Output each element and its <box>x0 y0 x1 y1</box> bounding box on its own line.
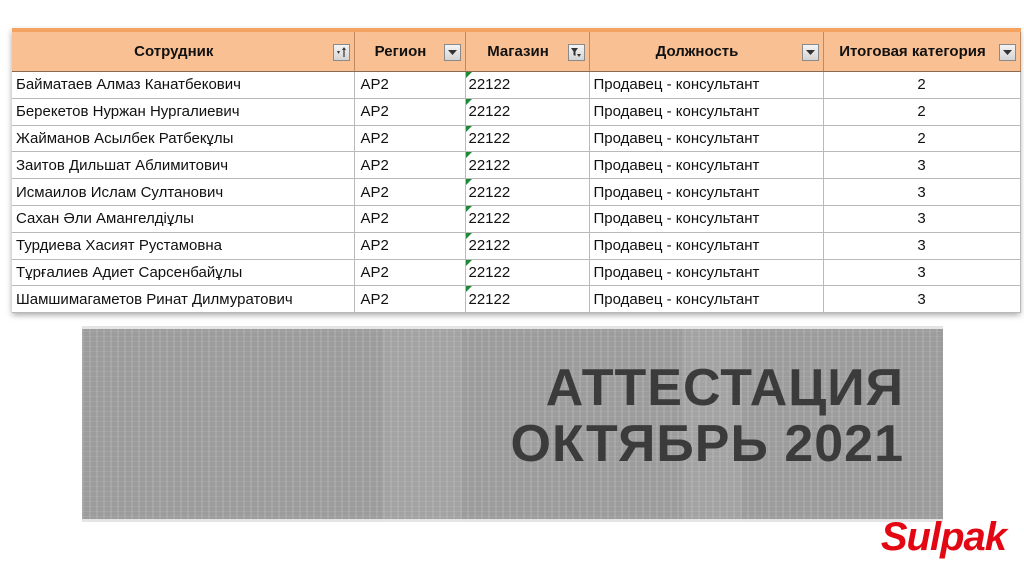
cell-region[interactable]: АР2 <box>354 286 465 313</box>
column-header-region <box>354 30 465 72</box>
cell-store[interactable]: 22122 <box>465 205 589 232</box>
cell-final-category[interactable]: 3 <box>823 232 1020 259</box>
column-header-employee <box>12 30 354 72</box>
cell-store[interactable]: 22122 <box>465 286 589 313</box>
cell-region[interactable]: АР2 <box>354 125 465 152</box>
title-line-date: ОКТЯБРЬ 2021 <box>510 415 904 473</box>
table-row[interactable] <box>12 98 1020 125</box>
cell-employee[interactable]: Заитов Дильшат Аблимитович <box>12 152 354 179</box>
spreadsheet-table-card <box>12 28 1020 312</box>
cell-store[interactable]: 22122 <box>465 125 589 152</box>
panel-top-stripe <box>82 326 943 329</box>
sulpak-logo: Sulpak <box>880 515 1006 559</box>
cell-final-category[interactable]: 3 <box>823 259 1020 286</box>
column-header-store <box>465 30 589 72</box>
column-header-label: Магазин <box>487 43 549 60</box>
cell-final-category[interactable]: 2 <box>823 72 1020 99</box>
column-header-label: Итоговая категория <box>839 43 986 60</box>
cell-store[interactable]: 22122 <box>465 152 589 179</box>
cell-store[interactable]: 22122 <box>465 232 589 259</box>
dropdown-arrow-icon[interactable] <box>802 44 819 61</box>
cell-region[interactable]: АР2 <box>354 98 465 125</box>
cell-final-category[interactable]: 3 <box>823 179 1020 206</box>
cell-position[interactable]: Продавец - консультант <box>589 72 823 99</box>
cell-position[interactable]: Продавец - консультант <box>589 179 823 206</box>
table-row[interactable] <box>12 125 1020 152</box>
cell-position[interactable]: Продавец - консультант <box>589 259 823 286</box>
column-header-final-category <box>823 30 1020 72</box>
cell-position[interactable]: Продавец - консультант <box>589 205 823 232</box>
cell-final-category[interactable]: 2 <box>823 125 1020 152</box>
column-header-label: Должность <box>655 43 739 60</box>
table-row[interactable] <box>12 286 1020 313</box>
cell-employee[interactable]: Шамшимагаметов Ринат Дилмуратович <box>12 286 354 313</box>
cell-employee[interactable]: Тұрғалиев Адиет Сарсенбайұлы <box>12 259 354 286</box>
cell-employee[interactable]: Сахан Әли Амангелдіұлы <box>12 205 354 232</box>
filter-funnel-icon[interactable] <box>568 44 585 61</box>
table-body <box>12 72 1020 313</box>
table-header-row <box>12 30 1020 72</box>
table-row[interactable] <box>12 232 1020 259</box>
cell-employee[interactable]: Турдиева Хасият Рустамовна <box>12 232 354 259</box>
panel-texture-band <box>382 326 462 522</box>
dropdown-arrow-icon[interactable] <box>999 44 1016 61</box>
cell-position[interactable]: Продавец - консультант <box>589 152 823 179</box>
sort-asc-icon[interactable] <box>333 44 350 61</box>
dropdown-arrow-icon[interactable] <box>444 44 461 61</box>
table-row[interactable] <box>12 179 1020 206</box>
column-header-position <box>589 30 823 72</box>
cell-store[interactable]: 22122 <box>465 179 589 206</box>
slide-title <box>511 360 905 472</box>
cell-employee[interactable]: Исмаилов Ислам Султанович <box>12 179 354 206</box>
cell-store[interactable]: 22122 <box>465 98 589 125</box>
cell-region[interactable]: АР2 <box>354 259 465 286</box>
title-line-attestation: АТТЕСТАЦИЯ <box>545 359 904 417</box>
cell-employee[interactable]: Байматаев Алмаз Канатбекович <box>12 72 354 99</box>
cell-region[interactable]: АР2 <box>354 232 465 259</box>
cell-employee[interactable]: Жайманов Асылбек Ратбекұлы <box>12 125 354 152</box>
table-row[interactable] <box>12 72 1020 99</box>
table-row[interactable] <box>12 205 1020 232</box>
employee-table <box>12 28 1021 313</box>
cell-region[interactable]: АР2 <box>354 205 465 232</box>
cell-region[interactable]: АР2 <box>354 152 465 179</box>
cell-position[interactable]: Продавец - консультант <box>589 286 823 313</box>
column-header-label: Сотрудник <box>134 43 214 60</box>
cell-position[interactable]: Продавец - консультант <box>589 98 823 125</box>
cell-position[interactable]: Продавец - консультант <box>589 125 823 152</box>
cell-region[interactable]: АР2 <box>354 72 465 99</box>
cell-store[interactable]: 22122 <box>465 72 589 99</box>
cell-final-category[interactable]: 2 <box>823 98 1020 125</box>
cell-final-category[interactable]: 3 <box>823 205 1020 232</box>
cell-final-category[interactable]: 3 <box>823 152 1020 179</box>
cell-store[interactable]: 22122 <box>465 259 589 286</box>
table-row[interactable] <box>12 152 1020 179</box>
table-row[interactable] <box>12 259 1020 286</box>
column-header-label: Регион <box>374 43 427 60</box>
cell-region[interactable]: АР2 <box>354 179 465 206</box>
panel-bottom-stripe <box>82 519 943 522</box>
cell-position[interactable]: Продавец - консультант <box>589 232 823 259</box>
cell-employee[interactable]: Берекетов Нуржан Нургалиевич <box>12 98 354 125</box>
cell-final-category[interactable]: 3 <box>823 286 1020 313</box>
